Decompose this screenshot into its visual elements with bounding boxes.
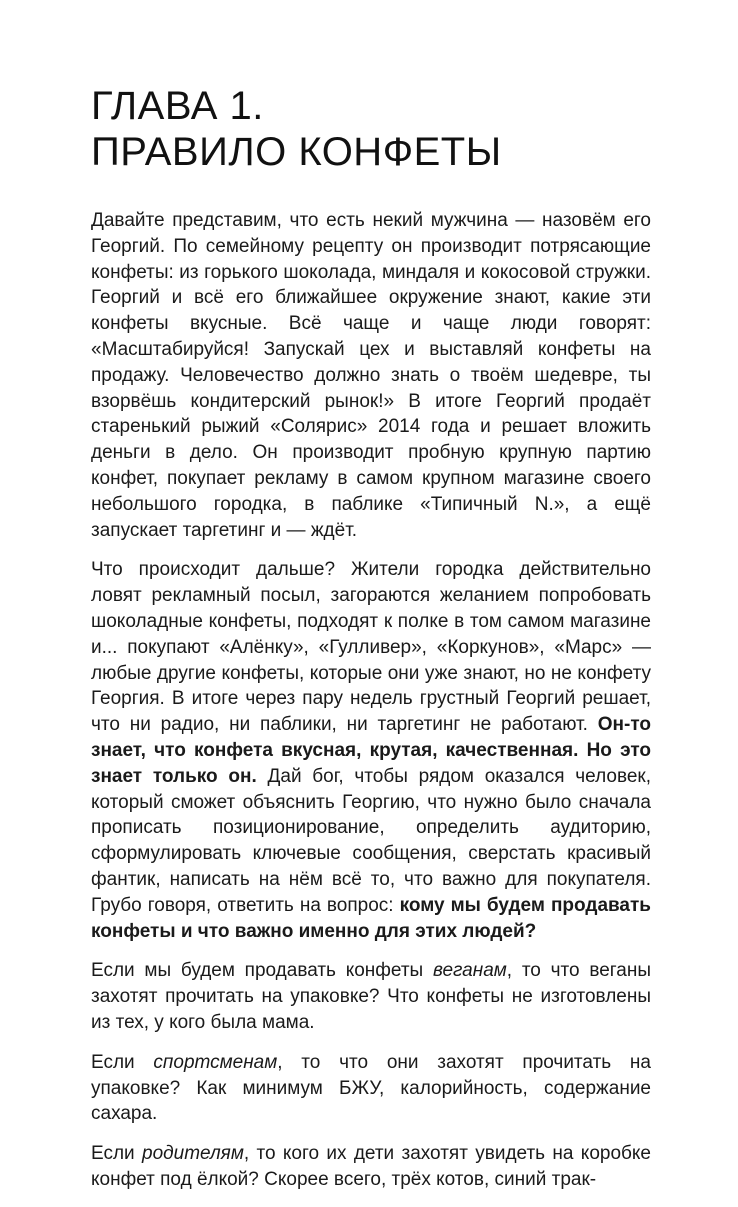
paragraph-3-text-b: , то что веганы захотят прочитать на упаковке? Что конфеты не изготовлены из тех, у кого была мама. [91, 960, 651, 1033]
paragraph-3-text-a: Если мы будем продавать конфеты [91, 960, 433, 982]
paragraph-4-italic: спортсменам [153, 1051, 278, 1073]
chapter-name: ПРАВИЛО КОНФЕТЫ [91, 130, 502, 174]
paragraph-5-italic: родителям [142, 1143, 244, 1165]
paragraph-4 [91, 1050, 651, 1127]
paragraph-2-bold-b: кому мы будем продавать конфеты и что важно именно для этих людей? [91, 894, 651, 942]
paragraph-2-text-b: Дай бог, чтобы рядом оказался человек, который сможет объяснить Георгию, что нужно было сначала прописать позиционирование, определить аудиторию, сформулировать ключевые сообщения, сверстать красивый фантик, написать на нём всё то, что важно для покупателя. Грубо говоря, ответить на вопрос: [91, 765, 651, 916]
paragraph-5-text-a: Если [91, 1143, 142, 1165]
paragraph-3 [91, 958, 651, 1035]
paragraph-3-italic: веганам [432, 960, 507, 982]
paragraph-2 [91, 557, 651, 944]
paragraph-4-text-b: , то что они захотят прочитать на упаковке? Как минимум БЖУ, калорийность, содержание сахара. [91, 1051, 651, 1125]
chapter-body [91, 208, 651, 1207]
chapter-title [91, 83, 502, 175]
paragraph-4-text-a: Если [91, 1051, 154, 1073]
paragraph-5 [91, 1141, 651, 1193]
paragraph-2-bold-a: Он-то знает, что конфета вкусная, крутая, качественная. Но это знает только он. [91, 714, 651, 787]
paragraph-1-text: Давайте представим, что есть некий мужчина — назовём его Георгий. По семейному рецепту он производит потрясающие конфеты: из горького шоколада, миндаля и кокосовой стружки. Георгий и всё его ближайшее окружение знают, какие эти конфеты вкусные. Всё чаще и чаще люди говорят: «Масштабируйся! Запускай цех и выставляй конфеты на продажу. Человечество должно знать о твоём шедевре, ты взорвёшь кондитерский рынок!» В итоге Георгий продаёт старенький рыжий «Солярис» 2014 года и решает вложить деньги в дело. Он производит пробную крупную партию конфет, покупает рекламу в самом крупном магазине своего небольшого городка, в паблике «Типичный N.», а ещё запускает таргетинг и — ждёт. [91, 210, 651, 541]
paragraph-2-text-a: Что происходит дальше? Жители городка действительно ловят рекламный посыл, загораются желанием попробовать шоколадные конфеты, подходят к полке в том самом магазине и... покупают «Алёнку», «Гулливер», «Коркунов», «Марс» — любые другие конфеты, которые они уже знают, но не конфету Георгия. В итоге через пару недель грустный Георгий решает, что ни радио, ни паблики, ни таргетинг не работают. [91, 559, 651, 736]
chapter-number: ГЛАВА 1. [91, 84, 264, 128]
paragraph-5-text-b: , то кого их дети захотят увидеть на коробке конфет под ёлкой? Скорее всего, трёх котов, синий трак- [91, 1143, 651, 1190]
paragraph-1 [91, 208, 651, 543]
